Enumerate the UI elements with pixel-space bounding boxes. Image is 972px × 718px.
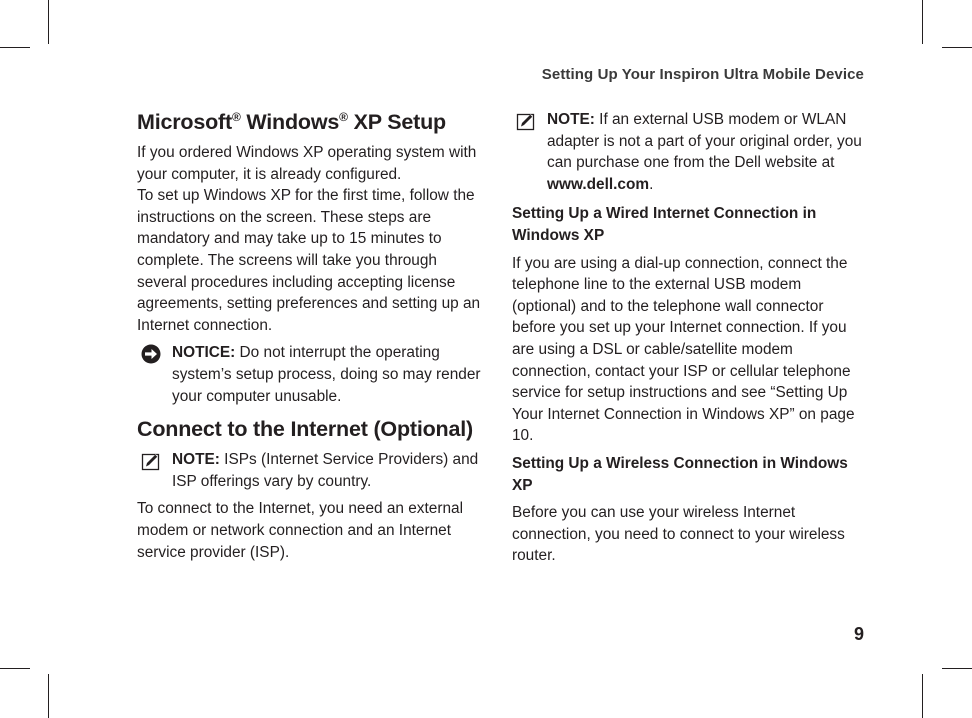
heading-wired-connection: Setting Up a Wired Internet Connection in Windows XP [512, 205, 817, 244]
dell-website-link[interactable]: www.dell.com [547, 175, 650, 193]
note-callout-usb-modem [512, 109, 862, 195]
title-part-microsoft: Microsoft [137, 110, 232, 134]
crop-mark-bottom-right-v [922, 674, 923, 718]
note-text: If an external USB modem or WLAN adapter is not a part of your original order, you can purchase one from the Dell website at [547, 111, 862, 172]
wireless-paragraph: Before you can use your wireless Internet connection, you need to connect to your wireless router. [512, 504, 845, 565]
heading-wireless-connection: Setting Up a Wireless Connection in Windows XP [512, 454, 848, 494]
crop-mark-bottom-right-h [942, 668, 972, 669]
running-head: Setting Up Your Inspiron Ultra Mobile Device [541, 66, 864, 83]
note-callout-isp [137, 449, 485, 492]
note-label: NOTE: [547, 111, 595, 128]
crop-mark-bottom-left-h [0, 668, 30, 669]
page-number: 9 [853, 624, 864, 644]
note-text: ISPs (Internet Service Providers) and ISP offerings vary by country. [172, 451, 479, 490]
title-part-xp-setup: XP Setup [347, 110, 446, 134]
note-pencil-icon [516, 111, 536, 131]
right-column [512, 108, 862, 567]
section-title-connect-internet: Connect to the Internet (Optional) [137, 417, 473, 442]
note-label: NOTE: [172, 451, 220, 469]
left-column [137, 108, 485, 563]
note-end: . [649, 175, 654, 193]
notice-callout [137, 342, 485, 407]
crop-mark-bottom-left-v [48, 674, 49, 718]
crop-mark-top-left-h [0, 47, 30, 48]
crop-mark-top-right-h [942, 47, 972, 48]
intro-paragraph-1: If you ordered Windows XP operating system with your computer, it is already configured. [137, 144, 477, 183]
notice-text: Do not interrupt the operating system’s setup process, doing so may render your computer unusable. [172, 344, 481, 405]
wired-paragraph: If you are using a dial-up connection, connect the telephone line to the external USB modem (optional) and to the telephone wall connector before you set up your Internet connection. If you are using a DSL or cable/satellite modem connection, contact your ISP or cellular telephone service for setup instructions and see “Setting Up Your Internet Connection in Windows XP” on page 10. [512, 254, 855, 445]
notice-label: NOTICE: [172, 344, 236, 362]
registered-mark: ® [231, 110, 241, 124]
notice-arrow-icon [141, 344, 161, 364]
crop-mark-top-right-v [922, 0, 923, 44]
connect-paragraph: To connect to the Internet, you need an external modem or network connection and an Internet service provider (ISP). [137, 500, 463, 561]
registered-mark: ® [339, 110, 348, 124]
note-pencil-icon [141, 451, 161, 471]
title-part-windows: Windows [240, 110, 340, 134]
intro-paragraph-2: To set up Windows XP for the first time, follow the instructions on the screen. These steps are mandatory and may take up to 15 minutes to complete. The screens will take you through several procedures including accepting license agreements, setting preferences and setting up an Internet connection. [137, 187, 481, 334]
section-title-windows-xp-setup [137, 108, 485, 136]
crop-mark-top-left-v [48, 0, 49, 44]
